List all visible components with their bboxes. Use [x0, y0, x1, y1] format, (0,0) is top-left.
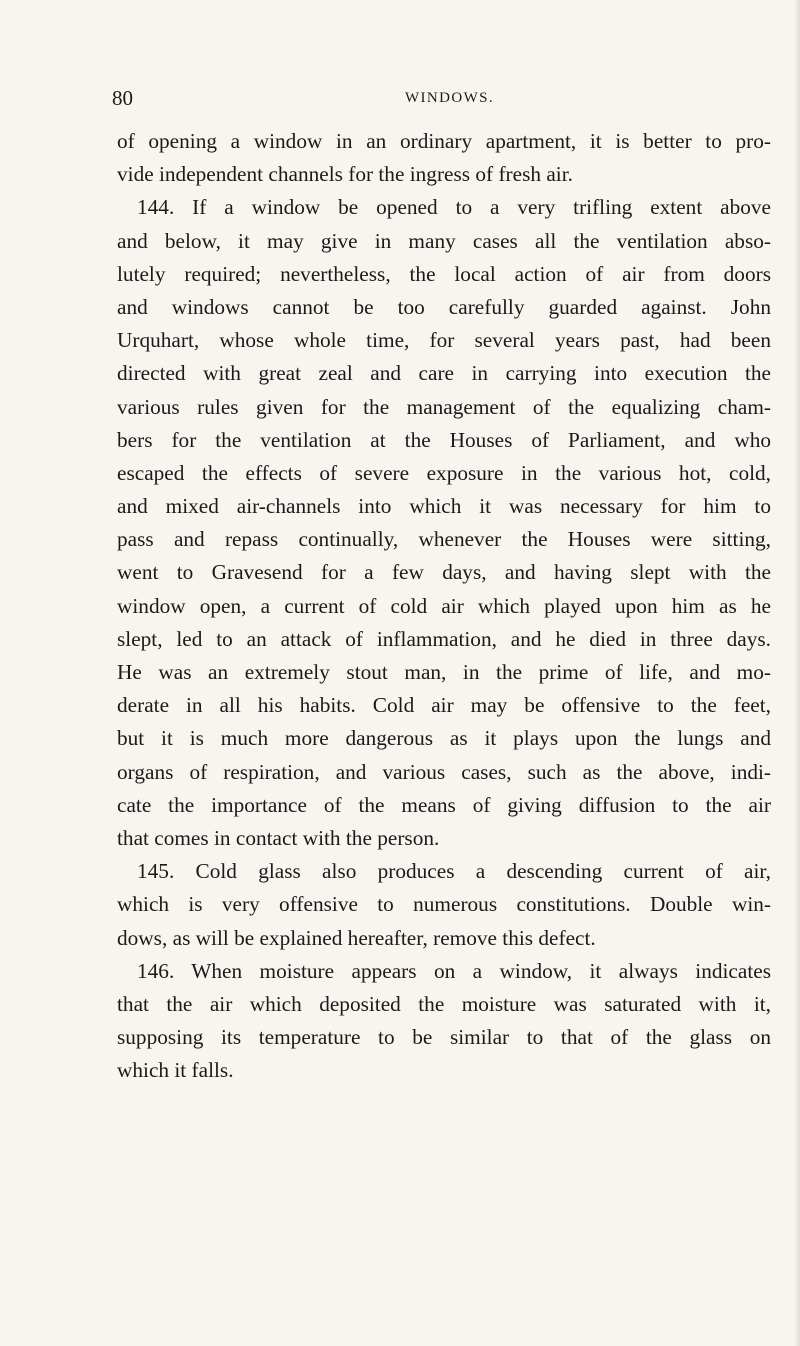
page-edge-shadow: [794, 0, 800, 1346]
text-line: supposing its temperature to be similar to that of the glass on: [117, 1025, 771, 1050]
text-line: went to Gravesend for a few days, and having slept with the: [117, 560, 771, 585]
text-line: 146. When moisture appears on a window, it always indicates: [137, 958, 771, 983]
text-line: vide independent channels for the ingress of fresh air.: [117, 162, 573, 187]
text-line: dows, as will be explained hereafter, remove this defect.: [117, 925, 596, 950]
text-line: window open, a current of cold air which played upon him as he: [117, 593, 771, 618]
text-line: 145. Cold glass also produces a descending current of air,: [137, 859, 771, 884]
text-line: 144. If a window be opened to a very trifling extent above: [137, 195, 771, 220]
text-line: Urquhart, whose whole time, for several years past, had been: [117, 328, 771, 353]
text-line: derate in all his habits. Cold air may be offensive to the feet,: [117, 693, 771, 718]
text-line: that the air which deposited the moisture was saturated with it,: [117, 991, 771, 1016]
text-line: escaped the effects of severe exposure in the various hot, cold,: [117, 460, 771, 485]
text-line: but it is much more dangerous as it plays upon the lungs and: [117, 726, 771, 751]
text-line: He was an extremely stout man, in the prime of life, and mo-: [117, 660, 771, 684]
text-line: bers for the ventilation at the Houses of Parliament, and who: [117, 427, 771, 452]
running-head: WINDOWS.: [404, 90, 495, 106]
text-line: and mixed air-channels into which it was necessary for him to: [117, 494, 771, 519]
text-line: which is very offensive to numerous constitutions. Double win-: [117, 892, 771, 917]
body-text: [117, 125, 771, 1087]
text-line: directed with great zeal and care in carrying into execution the: [117, 361, 771, 386]
text-line: slept, led to an attack of inflammation, and he died in three days.: [117, 626, 771, 651]
page-header: [112, 84, 767, 112]
text-line: cate the importance of the means of giving diffusion to the air: [117, 792, 771, 817]
text-line: and below, it may give in many cases all the ventilation abso-: [117, 228, 771, 253]
text-line: organs of respiration, and various cases, such as the above, indi-: [117, 759, 771, 784]
text-line: various rules given for the management of the equalizing cham-: [117, 394, 771, 419]
text-line: lutely required; nevertheless, the local action of air from doors: [117, 261, 771, 286]
text-line: pass and repass continually, whenever the Houses were sitting,: [117, 527, 771, 552]
text-line: and windows cannot be too carefully guarded against. John: [117, 294, 771, 319]
page-number: 80: [112, 86, 133, 110]
text-line: that comes in contact with the person.: [117, 825, 440, 850]
text-line: of opening a window in an ordinary apartment, it is better to pro-: [117, 129, 771, 153]
text-line: which it falls.: [117, 1058, 234, 1083]
